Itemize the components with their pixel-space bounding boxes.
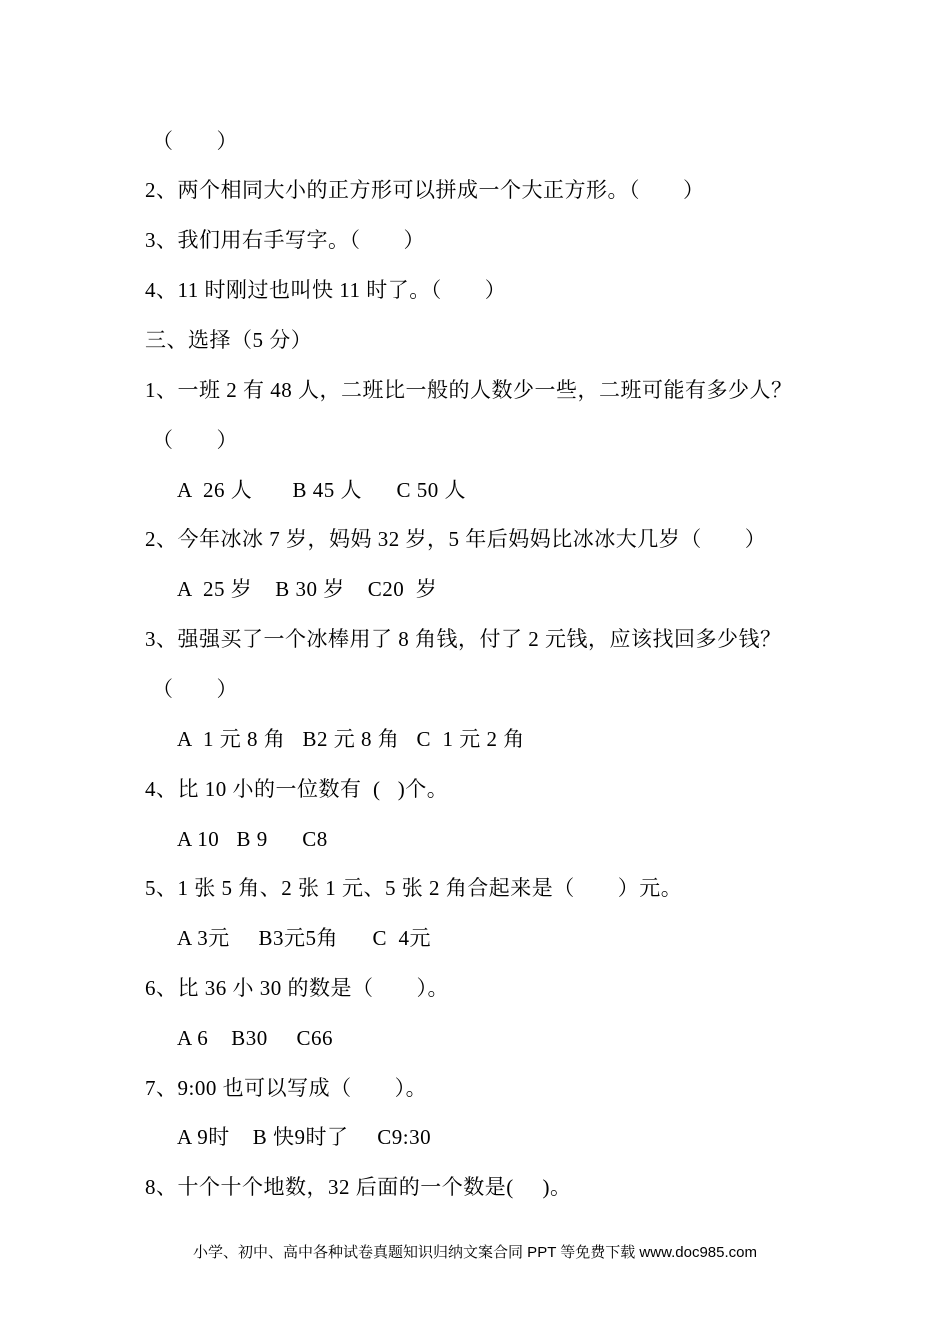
choice-question-7-options: A 9时 B 快9时了 C9:30 (177, 1125, 432, 1149)
choice-question-1: 1、一班 2 有 48 人，二班比一般的人数少一些，二班可能有多少人？ (145, 378, 793, 402)
choice-question-6-options: A 6 B30 C66 (177, 1026, 334, 1050)
judge-question-3: 3、我们用右手写字。（ ） (145, 228, 425, 252)
choice-question-5: 5、1 张 5 角、2 张 1 元、5 张 2 角合起来是（ ）元。 (145, 876, 683, 900)
page-footer: 小学、初中、高中各种试卷真题知识归纳文案合同 PPT 等免费下载 www.doc985.com (193, 1244, 757, 1261)
choice-question-6: 6、比 36 小 30 的数是（ ）。 (145, 976, 449, 1000)
choice-question-7: 7、9:00 也可以写成（ ）。 (145, 1076, 428, 1100)
judge-question-4: 4、11 时刚过也叫快 11 时了。（ ） (145, 278, 507, 302)
section-heading-choice: 三、选择（5 分） (145, 328, 313, 352)
judge-1-answer-paren: （ ） (152, 129, 238, 153)
choice-question-3: 3、强强买了一个冰棒用了 8 角钱，付了 2 元钱，应该找回多少钱？ (145, 627, 782, 651)
choice-question-4: 4、比 10 小的一位数有 ( )个。 (145, 777, 449, 801)
choice-question-1-paren: （ ） (152, 428, 238, 452)
choice-question-2-options: A 25 岁 B 30 岁 C20 岁 (177, 577, 438, 601)
choice-question-2: 2、今年冰冰 7 岁，妈妈 32 岁，5 年后妈妈比冰冰大几岁（ ） (145, 527, 767, 551)
choice-question-8: 8、十个十个地数，32 后面的一个数是( )。 (145, 1175, 572, 1199)
choice-question-1-options: A 26 人 B 45 人 C 50 人 (177, 478, 467, 502)
choice-question-4-options: A 10 B 9 C8 (177, 827, 328, 851)
judge-question-2: 2、两个相同大小的正方形可以拼成一个大正方形。（ ） (145, 178, 705, 202)
choice-question-3-paren: （ ） (152, 677, 238, 701)
choice-question-3-options: A 1 元 8 角 B2 元 8 角 C 1 元 2 角 (177, 727, 525, 751)
choice-question-5-options: A 3元 B3元5角 C 4元 (177, 926, 432, 950)
